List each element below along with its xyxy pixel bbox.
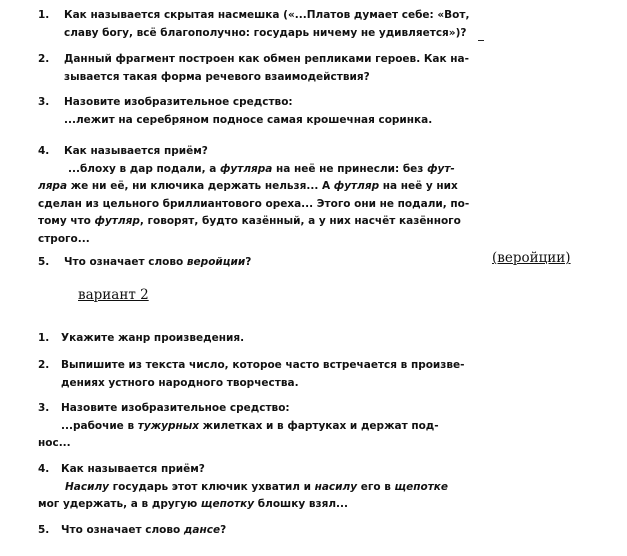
question-text: Как называется приём? [64,145,208,157]
question-text: Данный фрагмент построен как обмен репликами героев. Как на- [64,53,469,65]
question-number: 3. [38,96,50,108]
quote-text: нос... [38,437,71,449]
v2-question-4 [38,461,452,496]
v1-question-5 [38,254,458,272]
quote-text: сделан из цельного бриллиантового ореха... Этого они не подали, по- [38,197,470,210]
quote-text: мог удержать, а в другую щепотку блошку взял... [38,498,348,510]
quote-text: ...лежит на серебряном подносе самая крошечная соринка. [64,113,433,126]
v1-question-4 [38,143,458,178]
quote-text: ляра же ни её, ни ключика держать нельзя... А футляр на неё у них [38,180,458,192]
v2-question-5 [38,522,452,540]
v1-question-4-cont [38,178,470,248]
question-number: 1. [38,332,50,344]
question-number: 2. [38,359,50,371]
question-text: Что означает слово дансе? [61,524,227,536]
question-number: 5. [38,256,50,268]
question-text: Выпишите из текста число, которое часто встречается в произве- [61,359,465,371]
question-number: 4. [38,145,50,157]
question-text: Как называется скрытая насмешка («...Платов думает себе: «Вот, [64,9,470,21]
quote-text: строго... [38,232,90,245]
quote-text: Насилу государь этот ключик ухватил и насилу его в щепотке [65,480,449,493]
quote-text: тому что футляр, говорят, будто казённый, а у них насчёт казённого [38,215,461,227]
question-text: Что означает слово веройции? [64,256,252,268]
highlighted-word: серебряном [136,113,209,126]
v2-question-3 [38,400,452,435]
question-text: Назовите изобразительное средство: [61,402,290,414]
v2-question-2 [38,357,465,392]
question-number: 1. [38,9,50,21]
v2-question-4-cont [38,496,452,514]
question-text: славу богу, всё благополучно: государь ничему не удивляется»)? [64,26,467,39]
v1-question-1 [38,7,470,42]
question-number: 3. [38,402,50,414]
handwritten-answer: (веройции) [492,250,571,266]
question-number: 4. [38,463,50,475]
question-text: Назовите изобразительное средство: [64,96,293,108]
question-text: Как называется приём? [61,463,205,475]
v2-question-3-cont [38,435,452,453]
stray-mark [478,40,484,41]
v2-question-1 [38,330,452,348]
question-text: зывается такая форма речевого взаимодействия? [64,70,370,83]
variant-heading: вариант 2 [78,287,149,303]
v1-question-2 [38,51,469,86]
question-number: 5. [38,524,50,536]
quote-text: ...блоху в дар подали, а футляра на неё не принесли: без фут- [68,162,455,175]
quote-text: ...рабочие в тужурных жилетках и в фартуках и держат под- [61,419,439,432]
question-number: 2. [38,53,50,65]
question-text: дениях устного народного творчества. [61,376,299,389]
v1-question-3 [38,94,458,129]
question-text: Укажите жанр произведения. [61,332,245,344]
